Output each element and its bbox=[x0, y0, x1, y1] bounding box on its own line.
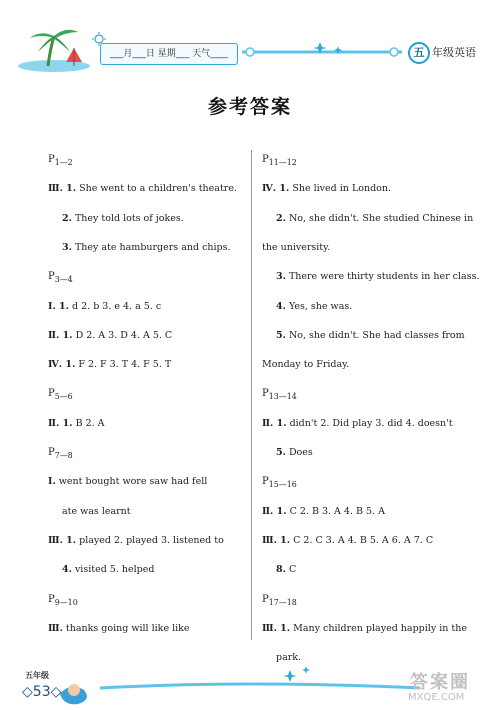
answer-line bbox=[262, 506, 385, 518]
page-range-sub: 17—18 bbox=[268, 597, 297, 607]
answer-text: ate was learnt bbox=[62, 505, 131, 517]
answer-text: B 2. A bbox=[72, 417, 105, 429]
page-range-sub: 15—16 bbox=[268, 480, 297, 490]
answer-number: 4. bbox=[62, 564, 72, 576]
answer-number: Ⅰ. bbox=[48, 476, 56, 488]
page-range-label: P bbox=[48, 593, 55, 605]
answer-line bbox=[262, 447, 313, 459]
grade-badge: 五 bbox=[408, 42, 430, 64]
answer-number: 3. bbox=[276, 271, 286, 283]
page-range-heading bbox=[48, 388, 73, 403]
answer-text: played 2. played 3. listened to bbox=[76, 534, 224, 546]
page-range-label: P bbox=[48, 271, 55, 283]
page-range-sub: 7—8 bbox=[54, 450, 73, 460]
answer-text: No, she didn't. She studied Chinese in bbox=[285, 212, 474, 224]
answer-number: Ⅲ. bbox=[48, 622, 63, 634]
answer-number: Ⅱ. 1. bbox=[48, 417, 73, 429]
page-range-sub: 1—2 bbox=[54, 157, 73, 167]
answer-text: the university. bbox=[262, 241, 331, 253]
page-range-label: P bbox=[48, 447, 55, 458]
answer-text: They told lots of jokes. bbox=[71, 212, 184, 224]
page-number: ◇53◇ bbox=[22, 684, 62, 700]
answer-line bbox=[262, 535, 433, 547]
answer-number: Ⅳ. 1. bbox=[262, 183, 290, 195]
page-range-sub: 3—4 bbox=[54, 275, 73, 285]
date-weather-field: ___月___日 星期___ 天气____ bbox=[100, 43, 238, 65]
page-range-heading bbox=[262, 594, 297, 609]
answer-line bbox=[48, 476, 207, 488]
answer-text: They ate hamburgers and chips. bbox=[71, 241, 231, 253]
answer-number: 8. bbox=[276, 564, 286, 576]
answer-text: No, she didn't. She had classes from bbox=[285, 329, 465, 341]
watermark-title: 答案圈 bbox=[410, 672, 470, 693]
footer-grade-tag: 五年级 bbox=[25, 671, 49, 680]
answer-text: didn't 2. Did play 3. did 4. doesn't bbox=[286, 417, 453, 429]
answer-line bbox=[48, 330, 172, 342]
answer-text: thanks going will like like bbox=[62, 622, 190, 634]
page-range-sub: 13—14 bbox=[268, 392, 297, 402]
answer-text: Does bbox=[285, 447, 313, 458]
answer-line bbox=[262, 183, 391, 195]
subject-label: 年级英语 bbox=[432, 46, 476, 59]
page-range-sub: 9—10 bbox=[54, 597, 78, 607]
answer-line bbox=[48, 506, 131, 518]
answer-number: 5. bbox=[276, 447, 286, 458]
answer-text: D 2. A 3. D 4. A 5. C bbox=[72, 329, 173, 341]
answer-line bbox=[262, 623, 467, 635]
answer-text: She lived in London. bbox=[289, 183, 392, 195]
page-range-heading bbox=[262, 476, 297, 491]
page-range-label: P bbox=[262, 476, 269, 488]
page-range-sub: 11—12 bbox=[268, 157, 297, 167]
answer-line bbox=[48, 623, 190, 635]
answer-number: 2. bbox=[276, 212, 286, 224]
answer-line bbox=[262, 242, 330, 254]
page-range-label: P bbox=[262, 388, 269, 400]
answer-line bbox=[262, 271, 479, 283]
answer-number: Ⅲ. 1. bbox=[48, 183, 77, 195]
page-range-sub: 5—6 bbox=[54, 392, 73, 402]
answer-line bbox=[48, 242, 231, 254]
answer-number: Ⅲ. 1. bbox=[262, 622, 291, 634]
page-range-label: P bbox=[262, 593, 269, 605]
answer-text: C 2. C 3. A 4. B 5. A 6. A 7. C bbox=[290, 534, 434, 546]
answer-text: went bought wore saw had fell bbox=[55, 476, 208, 488]
answer-line bbox=[262, 359, 349, 371]
page-range-heading bbox=[48, 154, 73, 169]
answer-number: Ⅱ. 1. bbox=[262, 417, 287, 429]
answer-text: She went to a children's theatre. bbox=[76, 183, 237, 195]
column-divider bbox=[251, 150, 252, 640]
page-range-heading bbox=[48, 271, 73, 286]
page-range-heading bbox=[48, 594, 78, 609]
page-title: 参考答案 bbox=[207, 96, 292, 118]
answer-number: Ⅲ. 1. bbox=[48, 534, 77, 546]
page-range-label: P bbox=[48, 154, 55, 165]
answer-text: There were thirty students in her class. bbox=[285, 271, 480, 283]
answer-number: Ⅰ. 1. bbox=[48, 300, 69, 312]
watermark bbox=[404, 668, 496, 708]
answer-text: C bbox=[285, 564, 297, 576]
answer-text: Monday to Friday. bbox=[262, 359, 350, 371]
page-range-heading bbox=[262, 388, 297, 403]
answer-text: d 2. b 3. e 4. a 5. c bbox=[68, 300, 162, 312]
answer-line bbox=[48, 535, 224, 547]
answer-number: Ⅲ. 1. bbox=[262, 534, 291, 546]
answer-line bbox=[48, 301, 161, 313]
answer-line bbox=[48, 183, 237, 195]
answer-line bbox=[262, 213, 473, 225]
answer-line bbox=[48, 564, 154, 576]
answer-number: 3. bbox=[62, 241, 72, 253]
answer-line bbox=[262, 564, 296, 576]
page-range-label: P bbox=[262, 154, 269, 165]
page-range-heading bbox=[48, 447, 73, 462]
answer-line bbox=[48, 359, 171, 371]
answer-text: C 2. B 3. A 4. B 5. A bbox=[286, 505, 385, 517]
answer-number: 5. bbox=[276, 329, 286, 341]
page-range-label: P bbox=[48, 388, 55, 400]
answer-line bbox=[262, 301, 352, 313]
answer-line bbox=[48, 213, 184, 225]
answer-text: visited 5. helped bbox=[71, 564, 155, 576]
answer-number: 4. bbox=[276, 300, 286, 312]
watermark-url: MXQE.COM bbox=[408, 692, 465, 703]
answer-text: park. bbox=[276, 652, 302, 664]
answer-line bbox=[262, 330, 465, 342]
answer-text: F 2. F 3. T 4. F 5. T bbox=[75, 359, 172, 371]
answer-number: 2. bbox=[62, 212, 72, 224]
answer-text: Yes, she was. bbox=[285, 300, 353, 312]
page-number-value: 53 bbox=[32, 684, 51, 700]
answer-text: Many children played happily in the bbox=[290, 622, 467, 634]
answer-line bbox=[48, 418, 105, 430]
answer-number: Ⅱ. 1. bbox=[48, 329, 73, 341]
answer-number: Ⅳ. 1. bbox=[48, 359, 76, 371]
page-header bbox=[0, 0, 500, 78]
answer-line bbox=[262, 418, 453, 430]
palm-tree-beach-icon bbox=[14, 22, 92, 74]
sparkle-divider-decoration bbox=[242, 40, 402, 64]
answer-number: Ⅱ. 1. bbox=[262, 505, 287, 517]
page-range-heading bbox=[262, 154, 297, 169]
